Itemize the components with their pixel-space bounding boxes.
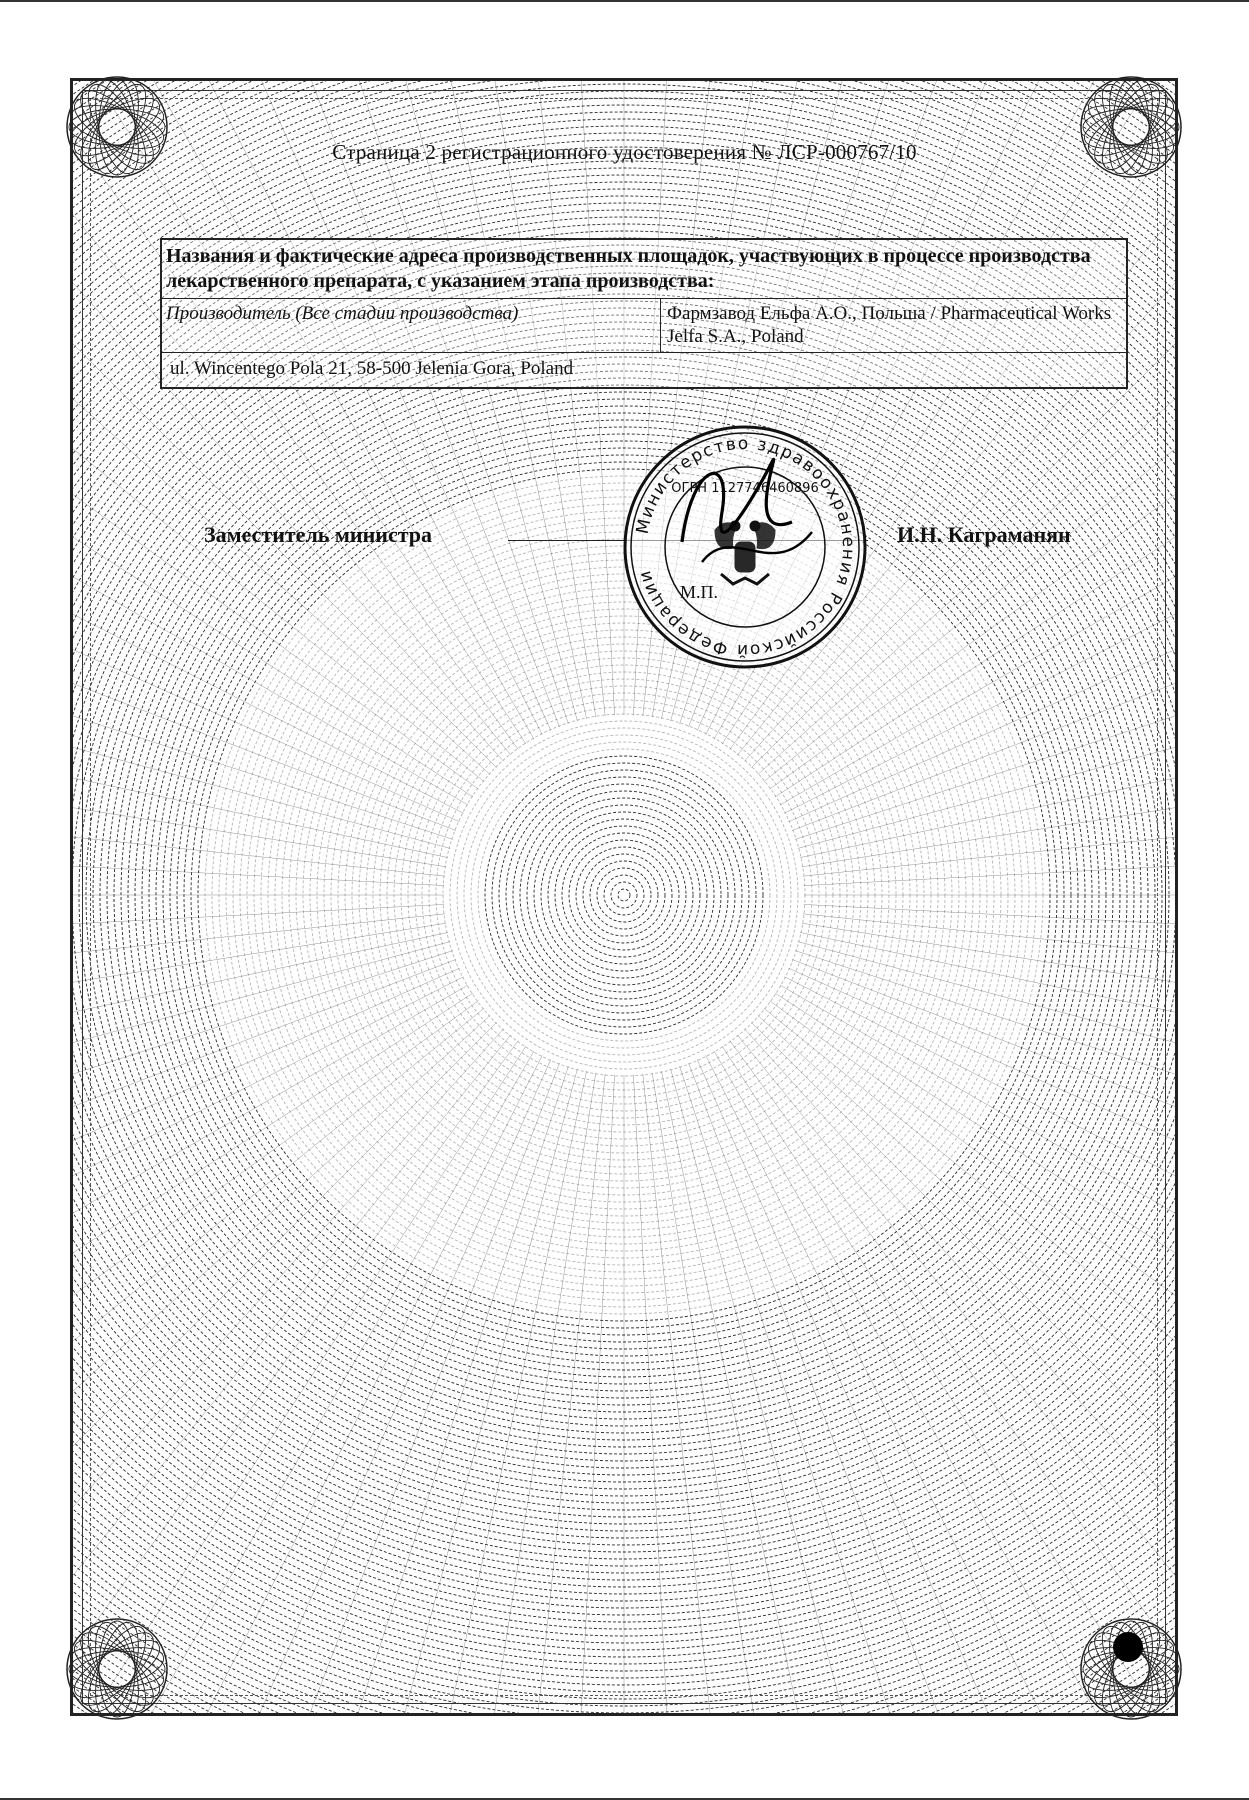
corner-rosette-icon [62, 72, 172, 182]
top-scan-edge [0, 0, 1249, 2]
corner-rosette-icon [62, 1614, 172, 1724]
official-seal-icon [622, 422, 868, 672]
table-row [162, 299, 1126, 353]
stamp-place-label: М.П. [680, 582, 718, 602]
corner-rosette-icon [1076, 1614, 1186, 1724]
seal-ring-text: Министерство здравоохранения Российской Федерации [633, 434, 858, 660]
table-heading: Названия и фактические адреса производственных площадок, участвующих в процессе производства лекарственного препарата, с указанием этапа производства: [162, 240, 1126, 299]
corner-rosette-icon [1076, 72, 1186, 182]
page-title: Страница 2 регистрационного удостоверения № ЛСР-000767/10 [0, 140, 1249, 165]
manufacturer-address: ul. Wincentego Pola 21, 58-500 Jelenia Gora, Poland [162, 353, 1126, 387]
manufacturer-role: Производитель (Все стадии производства) [162, 299, 661, 352]
seal-ogrn: ОГРН 1127746460896 [671, 481, 818, 496]
signatory-name: И.Н. Каграманян [897, 522, 1071, 548]
signatory-position: Заместитель министра [204, 522, 432, 548]
manufacturing-sites-table [160, 238, 1128, 389]
scan-dot-mark [1113, 1632, 1143, 1662]
manufacturer-name: Фармзавод Ельфа А.О., Польша / Pharmaceutical Works Jelfa S.A., Poland [661, 299, 1126, 352]
